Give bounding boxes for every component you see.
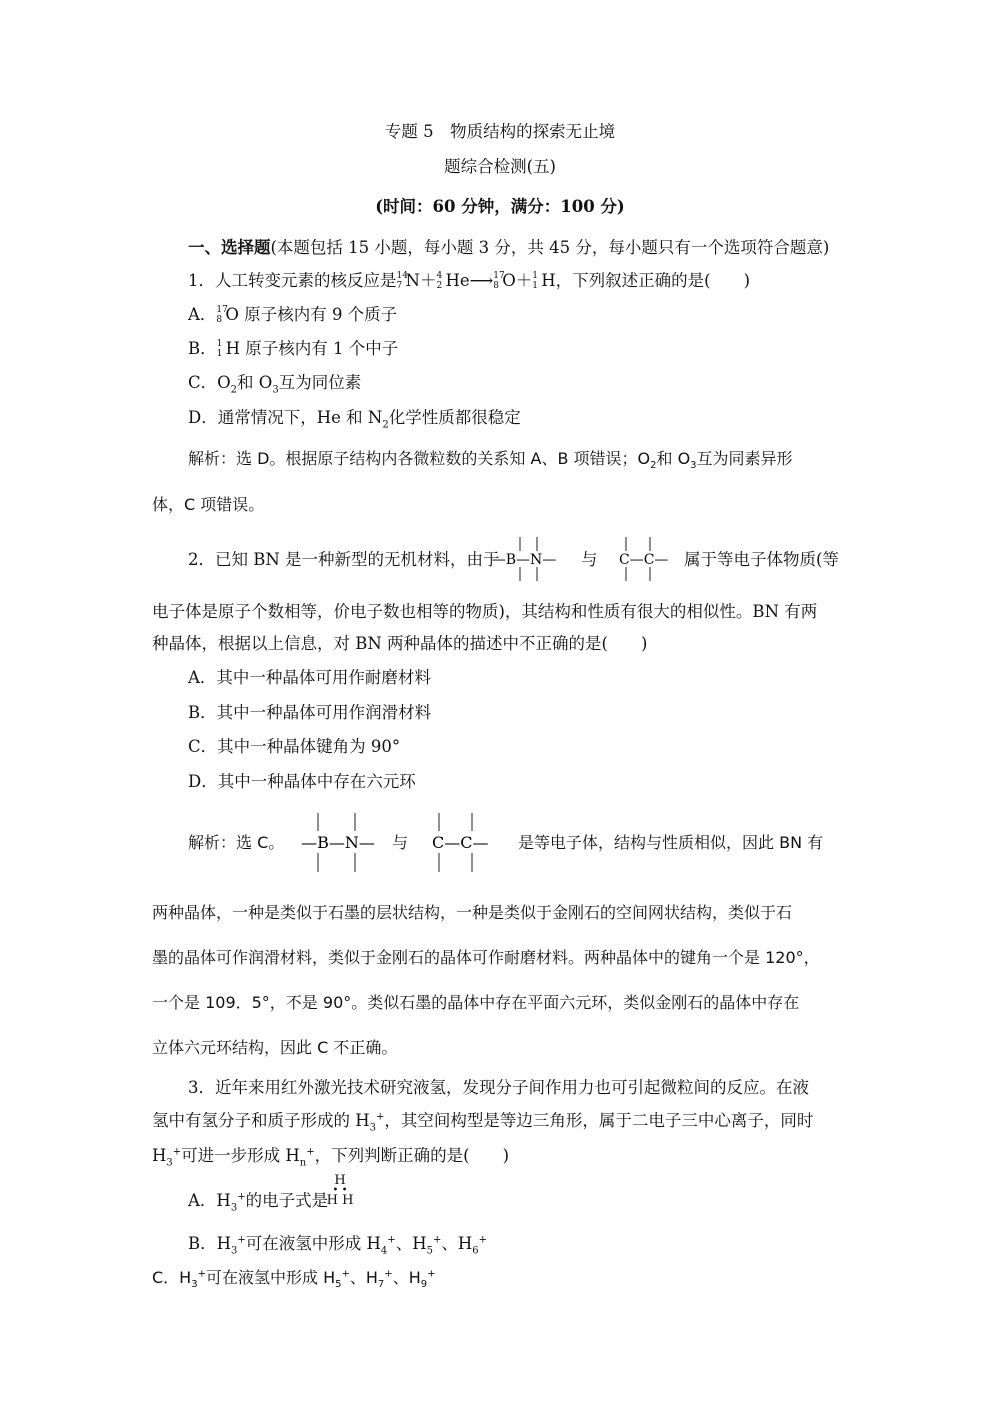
cc-struct-label: C—C— [619, 552, 669, 568]
q1-option-b: B． 1 1 H 原子核内有 1 个中子 [188, 338, 399, 359]
q2-analysis-start: 解析：选 C。 [188, 833, 285, 852]
q2-analysis-line2: 两种晶体，一种是类似于石墨的层状结构，一种是类似于金刚石的空间网状结构，类似于石 [152, 903, 793, 922]
dots-icon: • • [332, 1185, 348, 1196]
q1-stem-end: ，下列叙述正确的是( ) [555, 271, 751, 290]
iso-n: 14 7 [396, 270, 408, 291]
q1-analysis: 解析：选 D。根据原子结构内各微粒数的关系知 A、B 项错误；$O_2$和 $O_3$互为同素异形 [188, 449, 793, 472]
q2-stem-line3: 种晶体，根据以上信息，对 BN 两种晶体的描述中不正确的是( ) [152, 634, 648, 653]
q2-analysis-line4: 一个是 109．5°，不是 90°。类似石墨的晶体中存在平面六元环，类似金刚石的晶体中存在 [152, 993, 800, 1012]
iso-h: 1 1 [532, 270, 539, 291]
q3-stem-line2: 氢中有氢分子和质子形成的 $H_3^+$，其空间构型是等边三角形，属于二电子三中心离子，同时 [152, 1111, 814, 1134]
bn-structure-diagram [491, 534, 557, 584]
q1-analysis-cont: 体，C 项错误。 [152, 495, 265, 514]
q2-analysis-yu: 与 [392, 833, 409, 852]
q1-option-d: D．通常情况下，He 和 $N_2$化学性质都很稳定 [188, 408, 521, 431]
bn-struct-label: —B—N— [491, 552, 557, 568]
q1-option-c: C．$O_2$和 $O_3$互为同位素 [188, 373, 362, 396]
q3-option-b: B．$H_3^+$可在液氢中形成 $H_4^+$、$H_5^+$、$H_6^+$ [188, 1234, 487, 1257]
q2-option-a: A．其中一种晶体可用作耐磨材料 [188, 668, 431, 687]
q1-stem [188, 270, 750, 293]
q1-o: O＋ [502, 271, 533, 290]
q2-option-b: B．其中一种晶体可用作润滑材料 [188, 703, 432, 722]
exam-meta: (时间：60 分钟，满分：100 分) [375, 197, 625, 216]
q2-analysis-end: 是等电子体，结构与性质相似，因此 BN 有 [518, 833, 824, 852]
q1-n: N＋ [405, 271, 437, 290]
reaction-arrow: ⟶ [469, 271, 494, 290]
q2-yu: 与 [581, 550, 598, 569]
electron-dot-formula: H • • H H [326, 1173, 354, 1208]
q3-option-a: A．$H_3^+$的电子式是 [188, 1191, 329, 1214]
q1-stem-text: 1．人工转变元素的核反应是 [188, 271, 397, 290]
q1-option-a: A． 17 8 O 原子核内有 9 个质子 [188, 304, 398, 325]
svg-text:—B—N—: —B—N— [301, 833, 375, 852]
ana-cc-structure [425, 810, 511, 876]
page-title: 专题 5 物质结构的探索无止境 [384, 122, 616, 141]
q3-stem-line3: $H_3^+$可进一步形成 $H_n^+$，下列判断正确的是( ) [152, 1146, 510, 1169]
svg-text:C—C—: C—C— [432, 833, 489, 852]
q2-stem [188, 549, 500, 571]
section-title: 一、选择题 [188, 238, 271, 257]
iso-he: 4 2 [436, 270, 443, 291]
q2-stem-line2: 电子体是原子个数相等，价电子数也相等的物质)，其结构和性质有很大的相似性。BN 有两 [152, 602, 818, 621]
page-subtitle: 题综合检测(五) [444, 157, 556, 176]
q2-option-d: D．其中一种晶体中存在六元环 [188, 772, 416, 791]
q1-h: H [541, 271, 556, 290]
q3-stem-line1: 3．近年来用红外激光技术研究液氢，发现分子间作用力也可引起微粒间的反应。在液 [188, 1078, 809, 1097]
section-heading [188, 237, 829, 259]
q2-option-c: C．其中一种晶体键角为 90° [188, 737, 401, 756]
section-desc: (本题包括 15 小题，每小题 3 分，共 45 分，每小题只有一个选项符合题意) [270, 238, 830, 257]
q2-analysis-line5: 立体六元环结构，因此 C 不正确。 [152, 1038, 398, 1057]
q2-stem-text: 2．已知 BN 是一种新型的无机材料，由于 [188, 550, 500, 569]
iso-o: 17 8 [493, 270, 505, 291]
q3-option-c: C．$H_3^+$可在液氢中形成 $H_5^+$、$H_7^+$、$H_9^+$ [152, 1268, 436, 1291]
q2-analysis-line3: 墨的晶体可作润滑材料，类似于金刚石的晶体可作耐磨材料。两种晶体中的键角一个是 120°， [152, 948, 820, 967]
cc-structure-diagram [613, 534, 677, 584]
ana-bn-structure [288, 810, 388, 876]
q1-he: He [445, 271, 470, 290]
q2-stem-end: 属于等电子体物质(等 [684, 550, 839, 569]
